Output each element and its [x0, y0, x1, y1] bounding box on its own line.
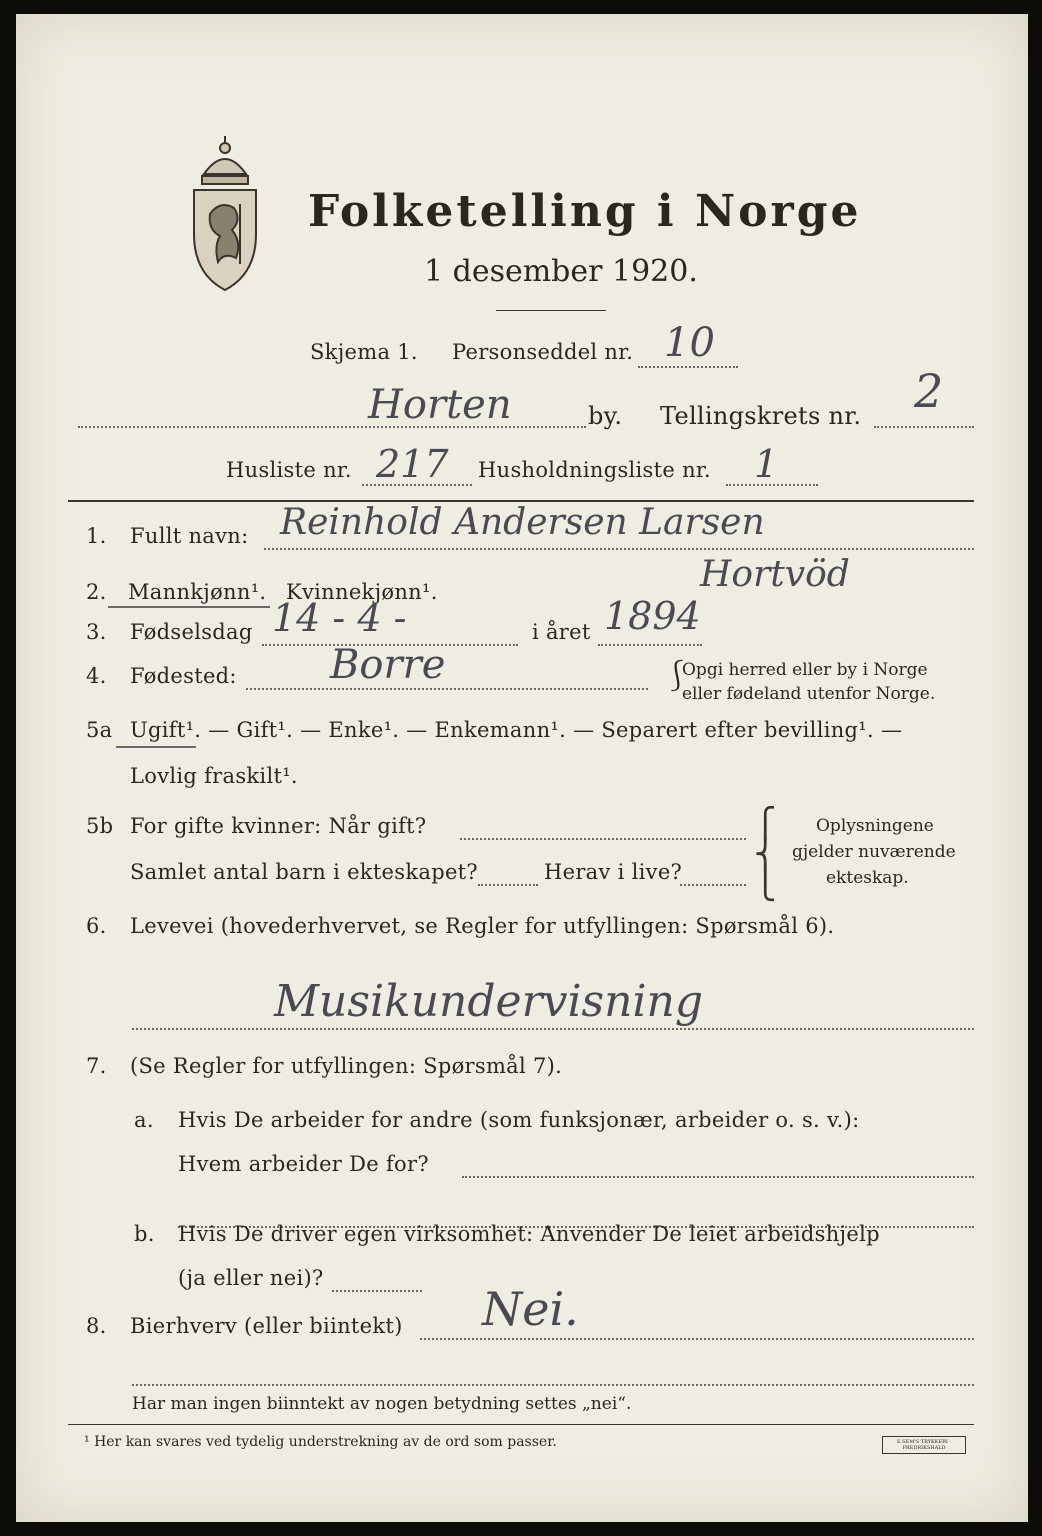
q7-number: 7.	[86, 1054, 107, 1078]
form-title: Folketelling i Norge	[308, 186, 862, 237]
city-value: Horten	[368, 382, 512, 428]
tellingskrets-label: Tellingskrets nr.	[660, 402, 862, 430]
skjema-label: Skjema 1.	[310, 340, 418, 364]
personseddel-field[interactable]	[638, 366, 738, 368]
coat-of-arms-icon	[184, 134, 266, 294]
city-suffix: by.	[588, 402, 623, 430]
q8-number: 8.	[86, 1314, 107, 1338]
q1-field[interactable]	[264, 548, 974, 550]
q6-number: 6.	[86, 914, 107, 938]
husliste-label: Husliste nr.	[226, 458, 352, 482]
form-date: 1 desember 1920.	[424, 254, 698, 289]
q5b-label-married: For gifte kvinner: Når gift?	[130, 814, 427, 838]
q8-label: Bierhverv (eller biintekt)	[130, 1314, 403, 1338]
q4-note-line1: Opgi herred eller by i Norge	[682, 660, 928, 680]
tellingskrets-value: 2	[914, 364, 944, 418]
q3-number: 3.	[86, 620, 107, 644]
q5b-children-field[interactable]	[478, 884, 538, 886]
q7b-text: Hvis De driver egen virksomhet: Anvender De leiet arbeidshjelp	[178, 1222, 880, 1246]
q7a-text-line2: Hvem arbeider De for?	[178, 1152, 429, 1176]
q4-field[interactable]	[246, 688, 648, 690]
q5b-number: 5b	[86, 814, 114, 838]
q5b-alive-field[interactable]	[680, 884, 746, 886]
personseddel-label: Personseddel nr.	[452, 340, 634, 364]
title-divider	[496, 310, 606, 311]
q4-brace: ⎰	[662, 659, 692, 694]
husholdningsliste-label: Husholdningsliste nr.	[478, 458, 711, 482]
q5b-married-field[interactable]	[460, 838, 746, 840]
footnote: ¹ Her kan svares ved tydelig understrekning av de ord som passer.	[84, 1434, 557, 1450]
printer-stamp: E.SEM'S TRYKKERI · FREDRIKSHALD	[882, 1436, 966, 1454]
q6-value: Musikundervisning	[274, 976, 704, 1027]
q6-field[interactable]	[132, 1028, 974, 1030]
q3-year-label: i året	[532, 620, 591, 644]
q2-male-option[interactable]: Mannkjønn¹.	[128, 580, 267, 604]
q3-year-field[interactable]	[598, 644, 702, 646]
q5b-label-alive: Herav i live?	[544, 860, 683, 884]
q1-label: Fullt navn:	[130, 524, 249, 548]
personseddel-value: 10	[664, 320, 715, 366]
q5a-options-line2[interactable]: Lovlig fraskilt¹.	[130, 764, 298, 788]
q7b-field[interactable]	[332, 1290, 422, 1292]
q1-number: 1.	[86, 524, 107, 548]
q4-note-line2: eller fødeland utenfor Norge.	[682, 684, 936, 704]
q8-value: Nei.	[482, 1282, 579, 1336]
husholdningsliste-value: 1	[754, 442, 779, 486]
q1-value-line2: Hortvöd	[700, 554, 850, 595]
q5a-number: 5a	[86, 718, 113, 742]
q5a-options[interactable]: Ugift¹. — Gift¹. — Enke¹. — Enkemann¹. — Separert efter bevilling¹. —	[130, 718, 903, 742]
q7b-text-line2: (ja eller nei)?	[178, 1266, 324, 1290]
q5b-note-line1: Oplysningene	[816, 816, 934, 836]
q3-year-value: 1894	[604, 594, 701, 638]
tellingskrets-field[interactable]	[874, 426, 974, 428]
q4-label: Fødested:	[130, 664, 237, 688]
q7a-field[interactable]	[462, 1176, 974, 1178]
q7a-text: Hvis De arbeider for andre (som funksjonær, arbeider o. s. v.):	[178, 1108, 860, 1132]
q6-label: Levevei (hovederhvervet, se Regler for utfyllingen: Spørsmål 6).	[130, 914, 835, 938]
footer-note: Har man ingen biinntekt av nogen betydning settes „nei“.	[132, 1394, 632, 1414]
q5b-brace: ⎧ ⎨ ⎩	[754, 807, 777, 902]
q5b-note-line3: ekteskap.	[826, 868, 909, 888]
census-form	[16, 14, 1028, 1522]
q8-field-line2[interactable]	[132, 1384, 974, 1386]
husliste-value: 217	[376, 442, 449, 486]
q8-field[interactable]	[420, 1338, 974, 1340]
q2-male-underline	[108, 606, 270, 608]
q4-value: Borre	[330, 642, 446, 688]
q7-label: (Se Regler for utfyllingen: Spørsmål 7).	[130, 1054, 563, 1078]
q3-label: Fødselsdag	[130, 620, 253, 644]
footer-divider	[68, 1424, 974, 1425]
q3-value: 14 - 4 -	[272, 596, 407, 640]
q7b-letter: b.	[134, 1222, 155, 1246]
q2-female-option[interactable]: Kvinnekjønn¹.	[286, 580, 438, 604]
q7a-letter: a.	[134, 1108, 154, 1132]
q5b-label-children: Samlet antal barn i ekteskapet?	[130, 860, 478, 884]
q5a-ugift-underline	[116, 746, 196, 748]
q4-number: 4.	[86, 664, 107, 688]
q1-value: Reinhold Andersen Larsen	[280, 502, 765, 543]
q2-number: 2.	[86, 580, 107, 604]
q5b-note-line2: gjelder nuværende	[792, 842, 956, 862]
